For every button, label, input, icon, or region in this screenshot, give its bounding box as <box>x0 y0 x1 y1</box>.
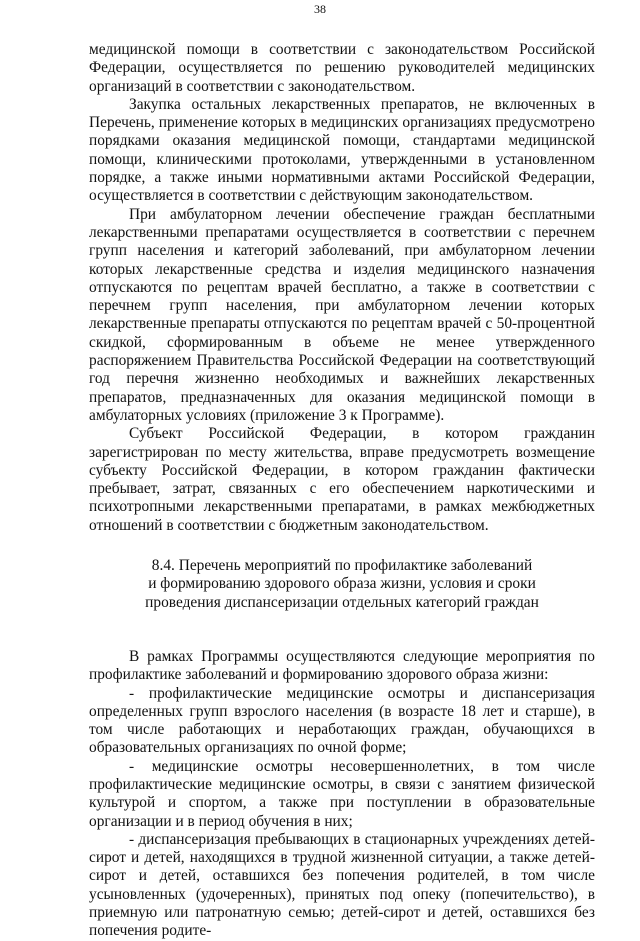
page-number: 38 <box>314 2 326 16</box>
list-item-minor-checkups: - медицинские осмотры несовершеннолетних, в том числе профилактические медицинские осмотры, в связи с занятием физической культурой и спортом, а также при поступлении в образовательные организации и в период обучения в них; <box>89 757 595 830</box>
paragraph-subject-reimbursement: Субъект Российской Федерации, в котором гражданин зарегистрирован по месту жительства, вправе предусмотреть возмещение субъекту Российской Федерации, в котором гражданин фактически пребывает, затрат, связанных с его обеспечением наркотическими и психотропными лекарственными препаратами, в рамках межбюджетных отношений в соответствии с бюджетным законодательством. <box>89 425 595 534</box>
section-heading-line-2: и формированию здорового образа жизни, условия и сроки <box>148 575 536 593</box>
document-body <box>89 41 595 941</box>
list-item-orphan-screening: - диспансеризация пребывающих в стационарных учреждениях детей-сирот и детей, находящихся в трудной жизненной ситуации, а также детей-сирот и детей, оставшихся без попечения родителей, в том числе усыновленных (удочеренных), принятых под опеку (попечительство), в приемную или патронатную семью; детей-сирот и детей, оставшихся без попечения родите- <box>89 830 595 940</box>
section-heading-line-3: проведения диспансеризации отдельных категорий граждан <box>145 593 539 611</box>
paragraph-continuation: медицинской помощи в соответствии с законодательством Российской Федерации, осуществляется по решению руководителей медицинских организаций в соответствии с законодательством. <box>89 41 595 95</box>
paragraph-outpatient-drugs: При амбулаторном лечении обеспечение граждан бесплатными лекарственными препаратами осуществляется в соответствии с перечнем групп населения и категорий заболеваний, при амбулаторном лечении которых лекарственные средства и изделия медицинского назначения отпускаются по рецептам врачей бесплатно, а также в соответствии с перечнем групп населения, при амбулаторном лечении которых лекарственные препараты отпускаются по рецептам врачей с 50-процентной скидкой, сформированным в объеме не менее утвержденного распоряжением Правительства Российской Федерации на соответствующий год перечня жизненно необходимых и важнейших лекарственных препаратов, предназначенных для оказания медицинской помощи в амбулаторных условиях (приложение 3 к Программе). <box>89 205 595 424</box>
list-item-adult-checkups: - профилактические медицинские осмотры и диспансеризация определенных групп взрослого населения (в возрасте 18 лет и старше), в том числе работающих и неработающих граждан, обучающихся в образовательных организациях по очной форме; <box>89 684 595 757</box>
section-heading <box>89 557 595 612</box>
section-heading-line-1: 8.4. Перечень мероприятий по профилактике заболеваний <box>151 557 533 575</box>
paragraph-procurement: Закупка остальных лекарственных препаратов, не включенных в Перечень, применение которых в медицинских организациях предусмотрено порядками оказания медицинской помощи, стандартами медицинской помощи, клиническими протоколами, утвержденными в установленном порядке, а также иными нормативными актами Российской Федерации, осуществляется в соответствии с действующим законодательством. <box>89 95 595 205</box>
paragraph-program-measures: В рамках Программы осуществляются следующие мероприятия по профилактике заболеваний и формированию здорового образа жизни: <box>89 647 595 684</box>
